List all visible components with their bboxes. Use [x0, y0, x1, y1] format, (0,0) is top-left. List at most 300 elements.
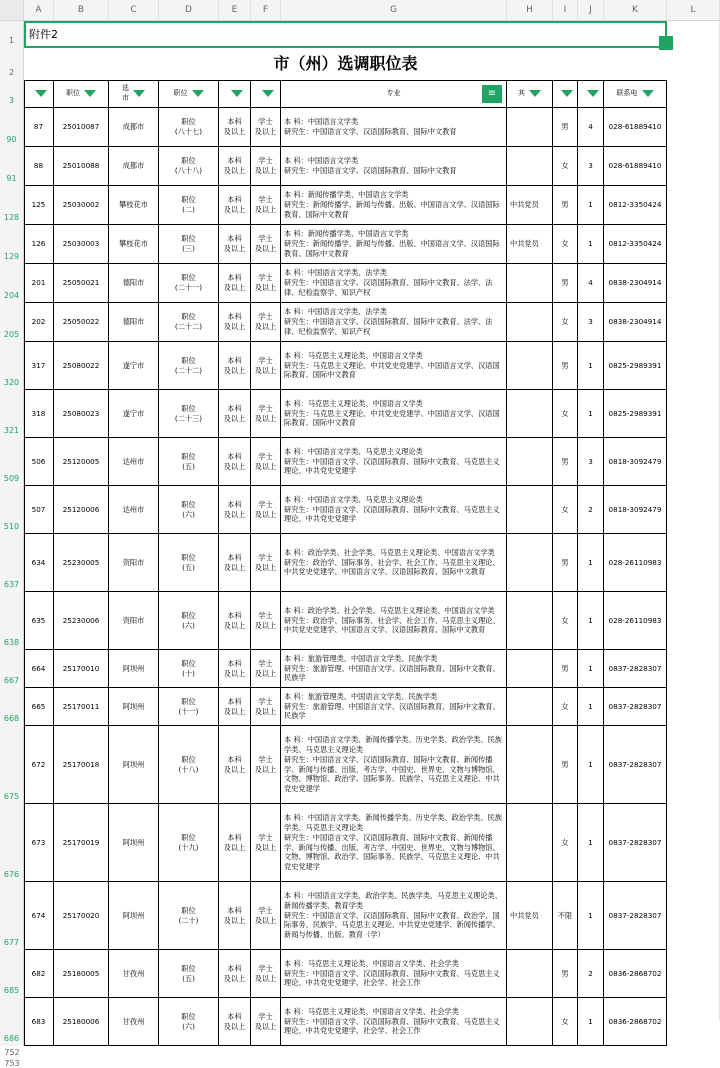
cell-tel-text: 0812-3350424: [608, 239, 662, 249]
cell-code[interactable]: [54, 303, 109, 342]
cell-deg[interactable]: [251, 650, 281, 688]
cell-code[interactable]: [54, 186, 109, 225]
cell-seq[interactable]: [24, 342, 54, 390]
column-header-b[interactable]: B: [54, 0, 109, 21]
row-header[interactable]: [0, 342, 24, 390]
cell-deg[interactable]: [251, 882, 281, 950]
cell-major[interactable]: [281, 534, 507, 592]
cell-city[interactable]: [109, 882, 159, 950]
row-header[interactable]: [0, 998, 24, 1046]
header-cell-h[interactable]: [507, 80, 553, 108]
cell-tel[interactable]: [604, 147, 667, 186]
row-header[interactable]: [0, 147, 24, 186]
cell-deg[interactable]: [251, 438, 281, 486]
column-header-a[interactable]: A: [24, 0, 54, 21]
cell-other[interactable]: [507, 186, 553, 225]
cell-edu-text: 本科 及以上: [223, 273, 246, 292]
cell-tel-text: 0838-2304914: [608, 278, 662, 288]
cell-city-text: 攀枝花市: [119, 200, 148, 210]
row-header[interactable]: [0, 804, 24, 882]
cell-code[interactable]: [54, 342, 109, 390]
cell-seq[interactable]: [24, 438, 54, 486]
cell-deg[interactable]: [251, 390, 281, 438]
cell-seq[interactable]: [24, 950, 54, 998]
cell-edu[interactable]: [219, 303, 251, 342]
cell-major[interactable]: [281, 726, 507, 804]
cell-deg-text: 学士 及以上: [254, 403, 277, 423]
cell-tel[interactable]: [604, 534, 667, 592]
cell-major[interactable]: [281, 147, 507, 186]
cell-major[interactable]: [281, 486, 507, 534]
row-header[interactable]: [0, 303, 24, 342]
cell-sex[interactable]: [553, 688, 578, 726]
cell-edu[interactable]: [219, 950, 251, 998]
cell-code[interactable]: [54, 592, 109, 650]
cell-tel[interactable]: [604, 108, 667, 147]
cell-code[interactable]: [54, 998, 109, 1046]
cell-pos[interactable]: [159, 592, 219, 650]
cell-other[interactable]: [507, 882, 553, 950]
cell-num[interactable]: [578, 486, 604, 534]
column-header-h[interactable]: H: [507, 0, 553, 21]
cell-major[interactable]: [281, 592, 507, 650]
cell-code[interactable]: [54, 486, 109, 534]
cell-tel[interactable]: [604, 342, 667, 390]
cell-major-text: 本 科：新闻传播学类、中国语言文学类 研究生：新闻传播学、新闻与传播、出版、中国语言文学、汉语国际教育、国际中文教育: [284, 190, 500, 219]
cell-sex[interactable]: [553, 950, 578, 998]
cell-other[interactable]: [507, 592, 553, 650]
cell-code[interactable]: [54, 264, 109, 303]
cell-sex-text: 不限: [557, 910, 573, 920]
cell-other[interactable]: [507, 147, 553, 186]
cell-other[interactable]: [507, 650, 553, 688]
row-number: 676: [3, 870, 20, 879]
cell-other[interactable]: [507, 726, 553, 804]
cell-pos[interactable]: [159, 726, 219, 804]
cell-other[interactable]: [507, 438, 553, 486]
cell-pos[interactable]: [159, 342, 219, 390]
cell-deg[interactable]: [251, 303, 281, 342]
cell-other-text: 中共党员: [510, 239, 539, 249]
cell-major[interactable]: [281, 108, 507, 147]
cell-major[interactable]: [281, 804, 507, 882]
cell-city[interactable]: [109, 438, 159, 486]
row-number: 510: [3, 522, 20, 531]
cell-tel[interactable]: [604, 726, 667, 804]
cell-edu[interactable]: [219, 225, 251, 264]
cell-pos[interactable]: [159, 650, 219, 688]
cell-pos[interactable]: [159, 147, 219, 186]
row-header[interactable]: [0, 225, 24, 264]
cell-deg-text: 学士 及以上: [254, 905, 277, 925]
filter-dropdown-icon[interactable]: [529, 90, 541, 97]
cell-edu[interactable]: [219, 108, 251, 147]
cell-code[interactable]: [54, 726, 109, 804]
cell-deg[interactable]: [251, 486, 281, 534]
cell-pos[interactable]: [159, 225, 219, 264]
cell-code[interactable]: [54, 650, 109, 688]
row-header-tail[interactable]: 752: [4, 1048, 20, 1057]
cell-edu[interactable]: [219, 186, 251, 225]
cell-major-text: 本 科：中国语言文学类、政治学类、民族学类、马克思主义理论类、新闻传播学类、教育学类 研究生：中国语言文学、汉语国际教育、国际中文教育、政治学、国际事务、民族学、马克思主义理论、中共党史党建学、新闻传播学、新闻与传播、出版、教育（学）: [284, 891, 502, 940]
cell-seq[interactable]: [24, 804, 54, 882]
cell-major[interactable]: [281, 264, 507, 303]
cell-seq[interactable]: [24, 303, 54, 342]
cell-sex[interactable]: [553, 726, 578, 804]
cell-seq[interactable]: [24, 534, 54, 592]
cell-deg[interactable]: [251, 726, 281, 804]
cell-sex[interactable]: [553, 650, 578, 688]
cell-sex[interactable]: [553, 534, 578, 592]
row-header-2[interactable]: 2: [0, 48, 24, 80]
row-header[interactable]: [0, 726, 24, 804]
cell-deg[interactable]: [251, 342, 281, 390]
row-header[interactable]: [0, 592, 24, 650]
cell-deg-text: 学士 及以上: [254, 963, 277, 983]
header-cell-a[interactable]: [24, 80, 54, 108]
row-header[interactable]: [0, 390, 24, 438]
header-cell-j[interactable]: [578, 80, 604, 108]
cell-major[interactable]: [281, 438, 507, 486]
header-cell-k[interactable]: [604, 80, 667, 108]
header-cell-e[interactable]: [219, 80, 251, 108]
cell-sex[interactable]: [553, 342, 578, 390]
cell-tel[interactable]: [604, 882, 667, 950]
cell-other[interactable]: [507, 264, 553, 303]
cell-tel[interactable]: [604, 264, 667, 303]
cell-major[interactable]: [281, 225, 507, 264]
cell-other[interactable]: [507, 225, 553, 264]
cell-seq[interactable]: [24, 186, 54, 225]
cell-other[interactable]: [507, 534, 553, 592]
cell-pos[interactable]: [159, 303, 219, 342]
filter-dropdown-icon[interactable]: [192, 90, 204, 97]
cell-sex[interactable]: [553, 108, 578, 147]
cell-edu[interactable]: [219, 998, 251, 1046]
cell-city[interactable]: [109, 998, 159, 1046]
cell-num[interactable]: [578, 342, 604, 390]
cell-seq[interactable]: [24, 592, 54, 650]
cell-num[interactable]: [578, 147, 604, 186]
cell-other[interactable]: [507, 342, 553, 390]
cell-pos[interactable]: [159, 438, 219, 486]
row-number: 677: [3, 938, 20, 947]
header-cell-b[interactable]: [54, 80, 109, 108]
cell-tel[interactable]: [604, 950, 667, 998]
row-header[interactable]: [0, 882, 24, 950]
cell-pos[interactable]: [159, 486, 219, 534]
cell-tel[interactable]: [604, 225, 667, 264]
cell-city[interactable]: [109, 804, 159, 882]
cell-num[interactable]: [578, 882, 604, 950]
cell-other[interactable]: [507, 108, 553, 147]
cell-major[interactable]: [281, 950, 507, 998]
column-header-l[interactable]: L: [667, 0, 720, 21]
cell-sex[interactable]: [553, 147, 578, 186]
cell-other[interactable]: [507, 998, 553, 1046]
row-header[interactable]: [0, 486, 24, 534]
cell-deg[interactable]: [251, 186, 281, 225]
cell-edu[interactable]: [219, 438, 251, 486]
cell-num[interactable]: [578, 438, 604, 486]
cell-city[interactable]: [109, 108, 159, 147]
cell-edu[interactable]: [219, 726, 251, 804]
cell-city-text: 阿坝州: [122, 837, 145, 847]
cell-num[interactable]: [578, 390, 604, 438]
filter-dropdown-icon[interactable]: [84, 90, 96, 97]
cell-sex[interactable]: [553, 882, 578, 950]
cell-seq[interactable]: [24, 688, 54, 726]
cell-deg[interactable]: [251, 998, 281, 1046]
cell-city-text: 甘孜州: [122, 968, 145, 978]
cell-pos[interactable]: [159, 534, 219, 592]
cell-num[interactable]: [578, 650, 604, 688]
filter-dropdown-icon[interactable]: [642, 90, 654, 97]
cell-deg[interactable]: [251, 147, 281, 186]
cell-deg[interactable]: [251, 592, 281, 650]
filter-dropdown-icon[interactable]: [231, 90, 243, 97]
cell-seq[interactable]: [24, 225, 54, 264]
cell-num[interactable]: [578, 264, 604, 303]
column-header-e[interactable]: E: [219, 0, 251, 21]
cell-pos[interactable]: [159, 688, 219, 726]
cell-seq[interactable]: [24, 998, 54, 1046]
cell-sex[interactable]: [553, 303, 578, 342]
filter-active-icon[interactable]: ≡: [482, 85, 502, 103]
cell-code[interactable]: [54, 534, 109, 592]
cell-city[interactable]: [109, 688, 159, 726]
cell-pos[interactable]: [159, 998, 219, 1046]
cell-edu[interactable]: [219, 342, 251, 390]
header-cell-g[interactable]: [281, 80, 507, 108]
cell-sex[interactable]: [553, 592, 578, 650]
cell-major[interactable]: [281, 688, 507, 726]
cell-pos-text: 职位 (八十七): [174, 117, 203, 136]
cell-pos[interactable]: [159, 390, 219, 438]
cell-num[interactable]: [578, 688, 604, 726]
cell-tel-text: 0825-2989391: [608, 408, 662, 418]
cell-pos[interactable]: [159, 108, 219, 147]
cell-num[interactable]: [578, 534, 604, 592]
row-header-3[interactable]: 3: [0, 80, 24, 108]
column-header-i[interactable]: I: [553, 0, 578, 21]
cell-code[interactable]: [54, 108, 109, 147]
row-header-1[interactable]: 1: [0, 21, 24, 48]
cell-city[interactable]: [109, 303, 159, 342]
cell-deg[interactable]: [251, 804, 281, 882]
cell-deg[interactable]: [251, 225, 281, 264]
cell-tel[interactable]: [604, 998, 667, 1046]
header-cell-d[interactable]: [159, 80, 219, 108]
cell-seq-text: 317: [31, 360, 46, 370]
cell-other[interactable]: [507, 688, 553, 726]
column-header-c[interactable]: C: [109, 0, 159, 21]
cell-edu[interactable]: [219, 688, 251, 726]
cell-tel[interactable]: [604, 688, 667, 726]
cell-major[interactable]: [281, 342, 507, 390]
cell-pos[interactable]: [159, 882, 219, 950]
cell-other[interactable]: [507, 303, 553, 342]
row-header-tail[interactable]: 753: [4, 1059, 20, 1068]
row-header[interactable]: [0, 950, 24, 998]
column-header-d[interactable]: D: [159, 0, 219, 21]
cell-seq[interactable]: [24, 726, 54, 804]
row-header[interactable]: [0, 650, 24, 688]
cell-city[interactable]: [109, 950, 159, 998]
cell-tel[interactable]: [604, 186, 667, 225]
cell-city[interactable]: [109, 726, 159, 804]
cell-sex[interactable]: [553, 390, 578, 438]
cell-sex[interactable]: [553, 225, 578, 264]
cell-city[interactable]: [109, 147, 159, 186]
cell-major[interactable]: [281, 303, 507, 342]
cell-other[interactable]: [507, 950, 553, 998]
cell-major-text: 本 科：马克思主义理论类、中国语言文学类 研究生：马克思主义理论、中共党史党建学、中国语言文学、汉语国际教育、国际中文教育: [284, 398, 500, 428]
cell-code[interactable]: [54, 688, 109, 726]
cell-other[interactable]: [507, 486, 553, 534]
cell-deg[interactable]: [251, 534, 281, 592]
cell-major[interactable]: [281, 882, 507, 950]
filter-dropdown-icon[interactable]: [133, 90, 145, 97]
cell-code[interactable]: [54, 438, 109, 486]
cell-city[interactable]: [109, 486, 159, 534]
row-header[interactable]: [0, 186, 24, 225]
cell-sex[interactable]: [553, 186, 578, 225]
cell-num[interactable]: [578, 950, 604, 998]
cell-edu[interactable]: [219, 534, 251, 592]
cell-pos[interactable]: [159, 264, 219, 303]
cell-seq[interactable]: [24, 264, 54, 303]
cell-edu[interactable]: [219, 486, 251, 534]
cell-code[interactable]: [54, 225, 109, 264]
cell-seq[interactable]: [24, 650, 54, 688]
cell-deg[interactable]: [251, 108, 281, 147]
cell-city[interactable]: [109, 186, 159, 225]
header-cell-f[interactable]: [251, 80, 281, 108]
column-header-j[interactable]: J: [578, 0, 604, 21]
cell-city[interactable]: [109, 390, 159, 438]
cell-sex[interactable]: [553, 438, 578, 486]
cell-tel[interactable]: [604, 650, 667, 688]
cell-num[interactable]: [578, 804, 604, 882]
cell-seq[interactable]: [24, 390, 54, 438]
row-header[interactable]: [0, 264, 24, 303]
cell-tel-text: 0818-3092479: [608, 504, 662, 514]
cell-edu-text: 本科 及以上: [223, 658, 246, 678]
column-header-k[interactable]: K: [604, 0, 667, 21]
cell-sex[interactable]: [553, 804, 578, 882]
cell-code[interactable]: [54, 804, 109, 882]
cell-tel[interactable]: [604, 303, 667, 342]
cell-num[interactable]: [578, 726, 604, 804]
cell-city[interactable]: [109, 650, 159, 688]
cell-seq[interactable]: [24, 486, 54, 534]
cell-edu[interactable]: [219, 882, 251, 950]
cell-num[interactable]: [578, 225, 604, 264]
filter-dropdown-icon[interactable]: [35, 90, 47, 97]
cell-major[interactable]: [281, 998, 507, 1046]
cell-edu[interactable]: [219, 804, 251, 882]
cell-tel[interactable]: [604, 486, 667, 534]
cell-code[interactable]: [54, 147, 109, 186]
cell-deg[interactable]: [251, 950, 281, 998]
cell-city[interactable]: [109, 534, 159, 592]
cell-num[interactable]: [578, 186, 604, 225]
cell-code[interactable]: [54, 950, 109, 998]
cell-edu[interactable]: [219, 390, 251, 438]
cell-edu[interactable]: [219, 650, 251, 688]
select-all-corner[interactable]: [0, 0, 24, 21]
cell-major[interactable]: [281, 390, 507, 438]
cell-deg[interactable]: [251, 264, 281, 303]
cell-city[interactable]: [109, 342, 159, 390]
cell-code[interactable]: [54, 390, 109, 438]
cell-major[interactable]: [281, 650, 507, 688]
filter-dropdown-icon[interactable]: [587, 90, 599, 97]
cell-seq[interactable]: [24, 147, 54, 186]
cell-city[interactable]: [109, 225, 159, 264]
cell-sex-text: 男: [561, 968, 569, 978]
cell-city-text: 阿坝州: [122, 701, 145, 711]
cell-tel[interactable]: [604, 804, 667, 882]
cell-sex[interactable]: [553, 486, 578, 534]
row-header[interactable]: [0, 688, 24, 726]
cell-city[interactable]: [109, 592, 159, 650]
cell-major[interactable]: [281, 186, 507, 225]
cell-deg[interactable]: [251, 688, 281, 726]
cell-edu[interactable]: [219, 592, 251, 650]
cell-other[interactable]: [507, 390, 553, 438]
column-header-g[interactable]: G: [281, 0, 507, 21]
cell-edu[interactable]: [219, 147, 251, 186]
cell-other[interactable]: [507, 804, 553, 882]
cell-edu[interactable]: [219, 264, 251, 303]
cell-num[interactable]: [578, 998, 604, 1046]
header-label-c: 选 市: [122, 84, 129, 102]
header-cell-c[interactable]: [109, 80, 159, 108]
row-header[interactable]: [0, 438, 24, 486]
cell-pos[interactable]: [159, 804, 219, 882]
row-header[interactable]: [0, 108, 24, 147]
cell-pos[interactable]: [159, 186, 219, 225]
cell-tel-text: 0837-2828307: [608, 663, 662, 673]
cell-tel[interactable]: [604, 390, 667, 438]
filter-dropdown-icon[interactable]: [561, 90, 573, 97]
header-cell-i[interactable]: [553, 80, 578, 108]
cell-a1[interactable]: 附件2: [24, 21, 667, 48]
cell-sex[interactable]: [553, 264, 578, 303]
cell-num[interactable]: [578, 303, 604, 342]
cell-code[interactable]: [54, 882, 109, 950]
cell-num[interactable]: [578, 108, 604, 147]
cell-num-text: 1: [588, 557, 593, 567]
row-header[interactable]: [0, 534, 24, 592]
cell-sex[interactable]: [553, 998, 578, 1046]
cell-sex-text: 男: [561, 200, 569, 210]
cell-seq[interactable]: [24, 882, 54, 950]
cell-tel[interactable]: [604, 438, 667, 486]
filter-dropdown-icon[interactable]: [262, 90, 274, 97]
row-number: 667: [3, 676, 20, 685]
cell-city[interactable]: [109, 264, 159, 303]
cell-tel[interactable]: [604, 592, 667, 650]
cell-pos-text: 职位 (五): [181, 451, 196, 471]
cell-seq[interactable]: [24, 108, 54, 147]
cell-num[interactable]: [578, 592, 604, 650]
column-header-f[interactable]: F: [251, 0, 281, 21]
cell-pos[interactable]: [159, 950, 219, 998]
cell-deg-text: 学士 及以上: [254, 117, 277, 136]
